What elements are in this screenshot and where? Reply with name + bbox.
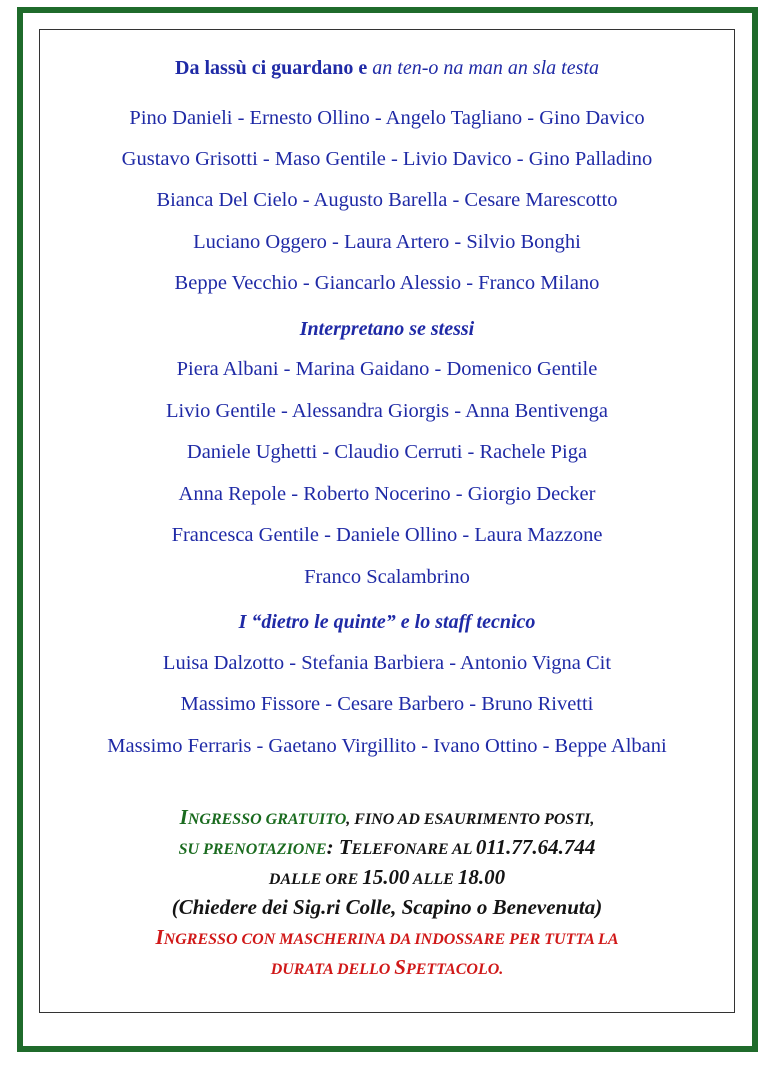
memorial-line-2: Gustavo Grisotti - Maso Gentile - Livio Davico - Gino Palladino — [121, 148, 653, 170]
cast-line-6: Franco Scalambrino — [304, 566, 470, 588]
info-line-1: INGRESSO GRATUITO, FINO AD ESAURIMENTO POSTI, — [179, 805, 595, 829]
info-line-6: DURATA DELLO SPETTACOLO. — [270, 955, 504, 979]
outer-green-frame — [17, 7, 758, 1052]
cast-line-1: Piera Albani - Marina Gaidano - Domenico Gentile — [176, 358, 598, 380]
memorial-line-4: Luciano Oggero - Laura Artero - Silvio Bonghi — [193, 231, 581, 253]
header-bold: Da lassù ci guardano e — [175, 57, 368, 79]
section-title-cast: Interpretano se stessi — [299, 318, 475, 340]
header-line — [40, 56, 734, 80]
phone-number: 011.77.64.744 — [475, 835, 596, 859]
cast-line-5: Francesca Gentile - Daniele Ollino - Laura Mazzone — [171, 524, 603, 546]
section-title-staff: I “dietro le quinte” e lo staff tecnico — [238, 611, 536, 633]
memorial-line-3: Bianca Del Cielo - Augusto Barella - Cesare Marescotto — [156, 189, 618, 211]
cast-line-3: Daniele Ughetti - Claudio Cerruti - Rachele Piga — [186, 441, 588, 463]
header-italic: an ten-o na man an sla testa — [372, 57, 599, 79]
cast-line-4: Anna Repole - Roberto Nocerino - Giorgio Decker — [178, 483, 596, 505]
info-line-5: INGRESSO CON MASCHERINA DA INDOSSARE PER TUTTA LA — [155, 925, 619, 949]
info-line-3: DALLE ORE 15.00 ALLE 18.00 — [268, 865, 506, 889]
cast-line-2: Livio Gentile - Alessandra Giorgis - Anna Bentivenga — [166, 400, 608, 422]
memorial-line-5: Beppe Vecchio - Giancarlo Alessio - Franco Milano — [174, 272, 600, 294]
inner-frame — [39, 29, 735, 1013]
staff-line-2: Massimo Fissore - Cesare Barbero - Bruno Rivetti — [180, 693, 594, 715]
staff-line-3: Massimo Ferraris - Gaetano Virgillito - Ivano Ottino - Beppe Albani — [107, 735, 667, 757]
info-line-2: SU PRENOTAZIONE: TELEFONARE AL 011.77.64.744 — [178, 835, 596, 859]
info-line-4: (Chiedere dei Sig.ri Colle, Scapino o Benevenuta) — [171, 895, 603, 919]
staff-line-1: Luisa Dalzotto - Stefania Barbiera - Antonio Vigna Cit — [162, 652, 612, 674]
memorial-line-1: Pino Danieli - Ernesto Ollino - Angelo Tagliano - Gino Davico — [129, 107, 645, 129]
